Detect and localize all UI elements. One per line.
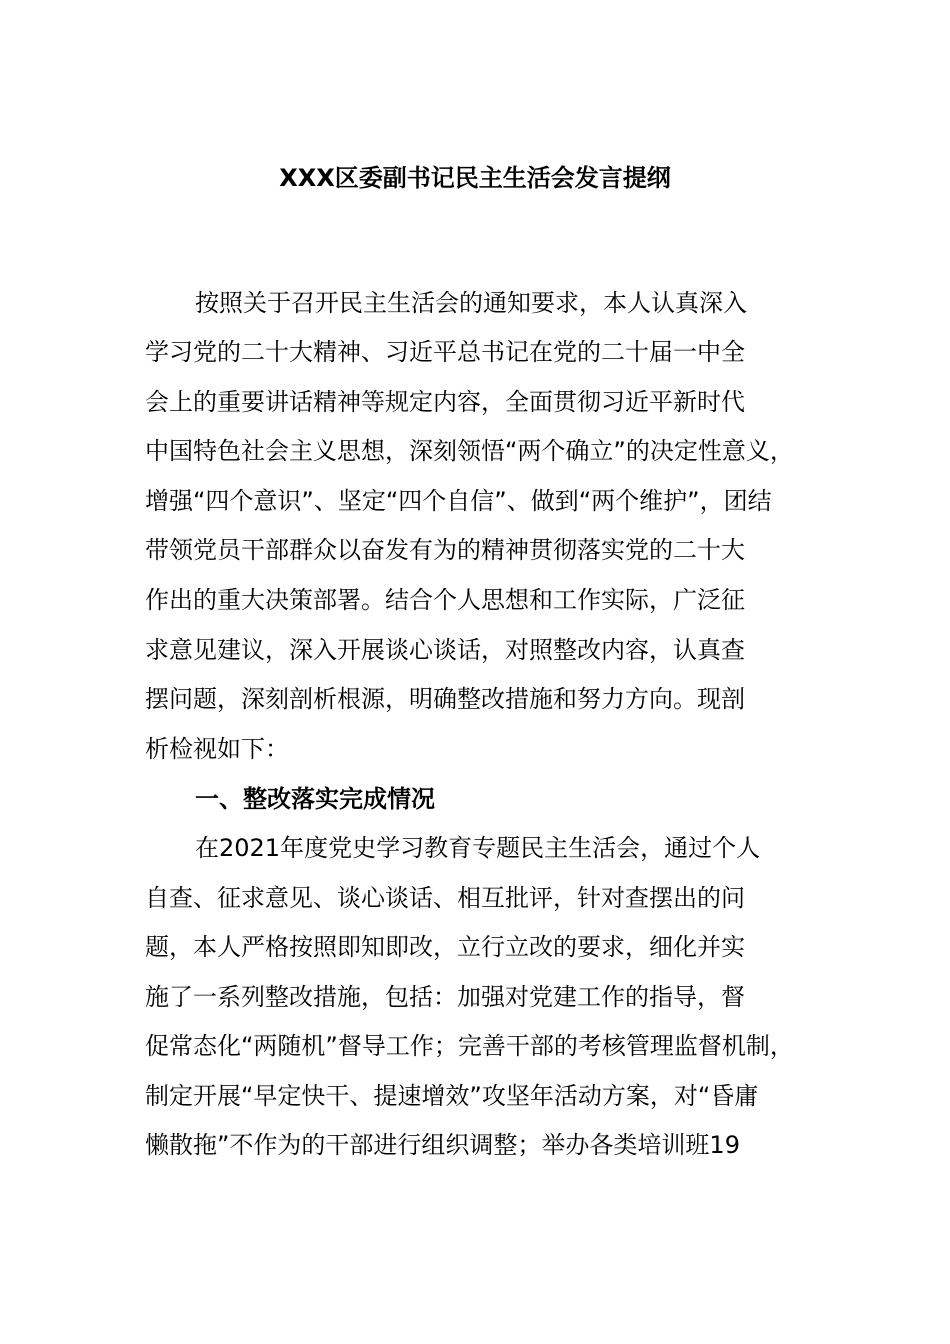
paragraph-line: 中国特色社会主义思想，深刻领悟“两个确立”的决定性意义，	[145, 437, 794, 465]
paragraph-line: 增强“四个意识”、坚定“四个自信”、做到“两个维护”，团结	[145, 487, 772, 515]
paragraph-line: 带领党员干部群众以奋发有为的精神贯彻落实党的二十大	[145, 536, 745, 564]
paragraph-line: 在2021年度党史学习教育专题民主生活会，通过个人	[195, 834, 761, 862]
paragraph-line: 促常态化“两随机”督导工作；完善干部的考核管理监督机制，	[145, 1032, 794, 1060]
paragraph-line: 摆问题，深刻剖析根源，明确整改措施和努力方向。现剖	[145, 685, 745, 713]
paragraph-line: 学习党的二十大精神、习近平总书记在党的二十届一中全	[145, 338, 745, 366]
document-title: XXX区委副书记民主生活会发言提纲	[279, 164, 671, 192]
paragraph-line: 自查、征求意见、谈心谈话、相互批评，针对查摆出的问	[145, 884, 745, 912]
paragraph-line: 懒散拖”不作为的干部进行组织调整；举办各类培训班19	[145, 1131, 740, 1159]
paragraph-line: 析检视如下：	[145, 735, 289, 763]
paragraph-line: 题，本人严格按照即知即改，立行立改的要求，细化并实	[145, 933, 745, 961]
paragraph-line: 制定开展“早定快干、提速增效”攻坚年活动方案，对“昏庸	[145, 1082, 759, 1110]
paragraph-line: 施了一系列整改措施，包括：加强对党建工作的指导，督	[145, 983, 745, 1011]
section-heading: 一、整改落实完成情况	[195, 785, 435, 813]
paragraph-line: 按照关于召开民主生活会的通知要求，本人认真深入	[195, 289, 747, 317]
paragraph-line: 作出的重大决策部署。结合个人思想和工作实际，广泛征	[145, 586, 745, 614]
paragraph-line: 会上的重要讲话精神等规定内容，全面贯彻习近平新时代	[145, 388, 745, 416]
paragraph-line: 求意见建议，深入开展谈心谈话，对照整改内容，认真查	[145, 636, 745, 664]
